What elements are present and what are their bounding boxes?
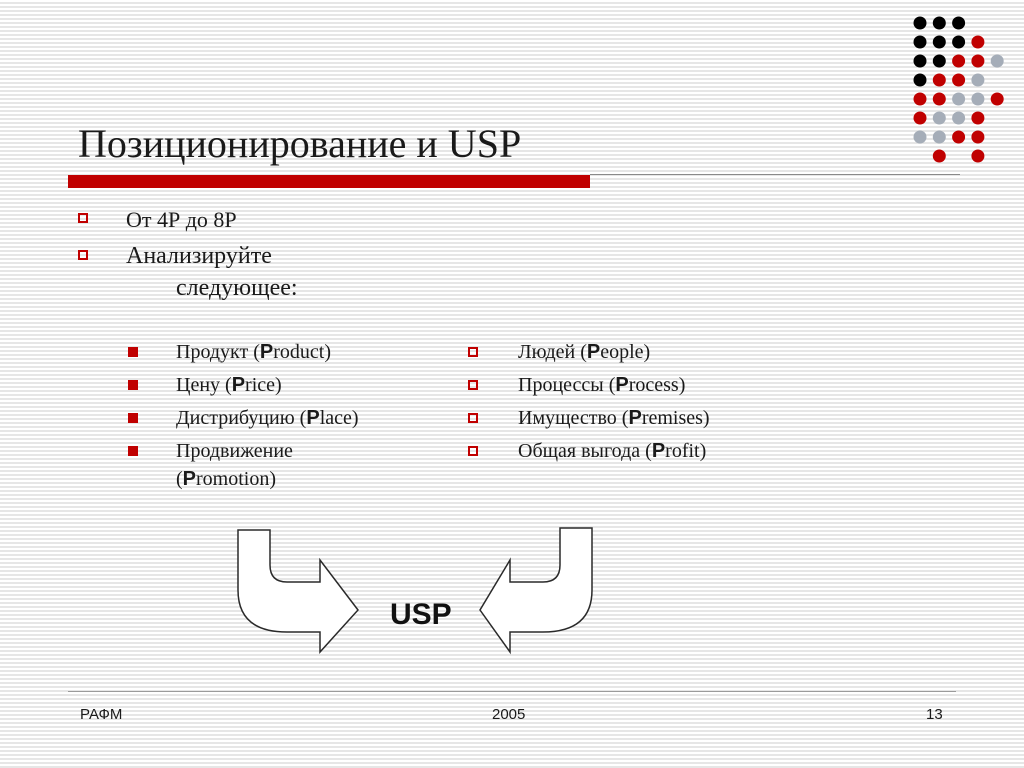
decor-dot [933, 17, 946, 30]
decor-dot [952, 112, 965, 125]
decor-dot [971, 93, 984, 106]
list-item: Продвижение [176, 440, 293, 462]
decor-dot [952, 55, 965, 68]
list-item: Людей (People) [518, 341, 651, 363]
decor-dot [914, 55, 927, 68]
decor-dot [971, 112, 984, 125]
footer-left: РАФМ [80, 706, 123, 723]
decor-dot [933, 36, 946, 49]
decor-dot [971, 131, 984, 144]
decor-dot [971, 55, 984, 68]
list-item: Общая выгода (Profit) [518, 440, 707, 462]
decor-dot [971, 150, 984, 163]
decor-dot [914, 131, 927, 144]
title-underline [68, 175, 590, 188]
decor-dot [971, 36, 984, 49]
decor-dot [991, 55, 1004, 68]
decor-dot [933, 55, 946, 68]
title-rule [590, 174, 960, 175]
curved-arrow-left-icon [480, 528, 592, 652]
footer-rule [68, 691, 956, 692]
decor-dot [952, 74, 965, 87]
hollow-square-bullet-icon [78, 250, 88, 260]
bullet-text: От 4Р до 8Р [126, 207, 237, 232]
decor-dot [914, 112, 927, 125]
list-item: Продукт (Product) [176, 341, 332, 363]
usp-label: USP [390, 598, 452, 631]
decor-dot [952, 131, 965, 144]
hollow-square-bullet-icon [78, 213, 88, 223]
list-item: Цену (Price) [176, 374, 282, 396]
decor-dot [914, 93, 927, 106]
list-item: Процессы (Process) [518, 374, 686, 396]
decor-dot [933, 131, 946, 144]
decor-dot [952, 36, 965, 49]
list-item-continued: (Promotion) [176, 468, 277, 490]
decor-dot [933, 112, 946, 125]
filled-square-bullet-icon [128, 413, 138, 423]
decor-dot [933, 150, 946, 163]
bullet-text-continued: следующее: [176, 275, 298, 301]
slide-number: 13 [926, 706, 943, 723]
footer-center: 2005 [492, 706, 526, 723]
decor-dot [991, 93, 1004, 106]
hollow-square-bullet-icon [468, 347, 478, 357]
filled-square-bullet-icon [128, 347, 138, 357]
curved-arrow-right-icon [238, 530, 358, 652]
decor-dot [971, 74, 984, 87]
filled-square-bullet-icon [128, 380, 138, 390]
decor-dot [914, 36, 927, 49]
decor-dot [914, 17, 927, 30]
decor-dot [952, 93, 965, 106]
hollow-square-bullet-icon [468, 380, 478, 390]
slide-title: Позиционирование и USP [78, 121, 522, 166]
filled-square-bullet-icon [128, 446, 138, 456]
decor-dot [933, 74, 946, 87]
list-item: Имущество (Premises) [518, 407, 710, 429]
bullet-text: Анализируйте [126, 243, 272, 269]
hollow-square-bullet-icon [468, 413, 478, 423]
decor-dot [952, 17, 965, 30]
decor-dot [933, 93, 946, 106]
hollow-square-bullet-icon [468, 446, 478, 456]
list-item: Дистрибуцию (Place) [176, 407, 359, 429]
decor-dot [914, 74, 927, 87]
